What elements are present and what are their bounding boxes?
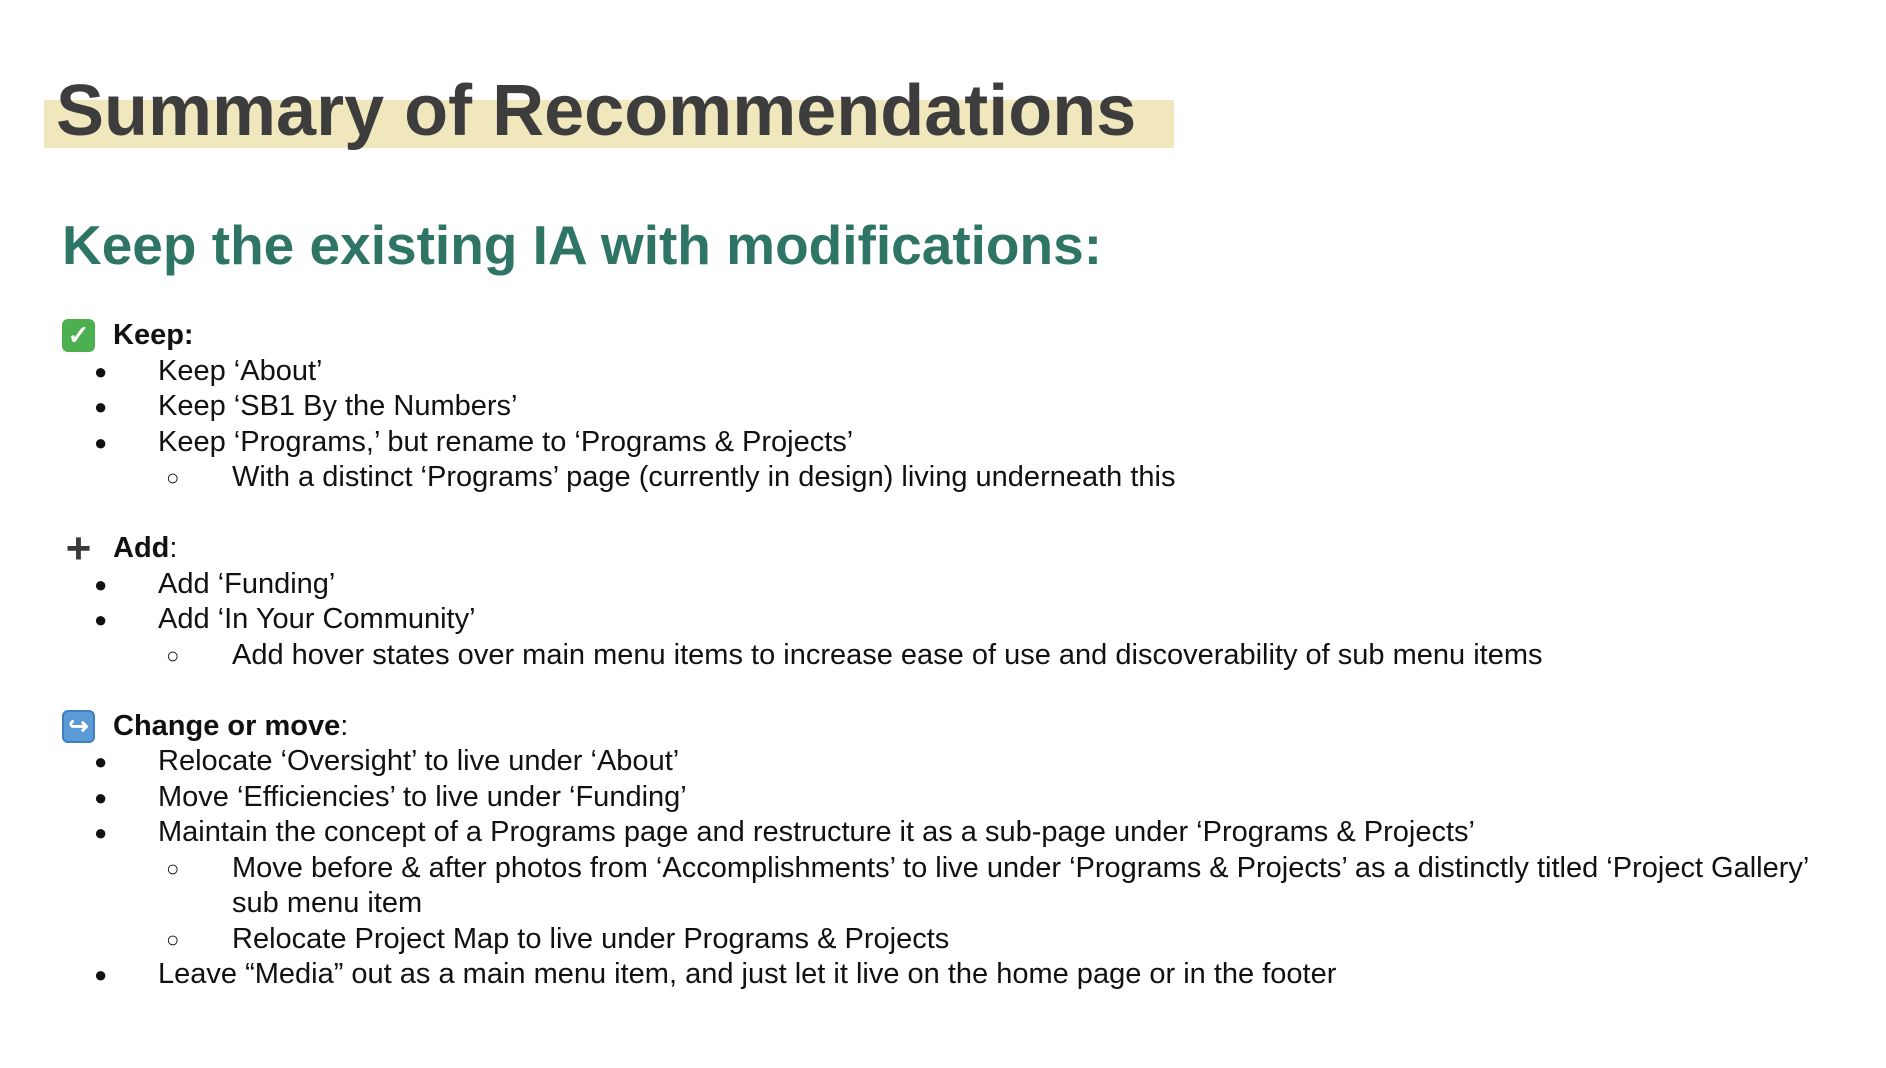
list-item-text: Add ‘In Your Community’ [158,603,476,635]
section-0 [62,318,1862,496]
bullet-icon: ● [94,607,108,632]
list-item-text: Add ‘Funding’ [158,567,336,600]
list-item [62,744,1862,780]
bullet-icon: ● [94,394,108,419]
section-label-colon: : [169,532,178,564]
list-item-text: Move ‘Efficiencies’ to live under ‘Funding’ [158,780,687,813]
page-subtitle: Keep the existing IA with modifications: [62,214,1103,276]
list-item [62,602,1862,673]
section-heading [62,318,1862,354]
list-item [62,815,1862,957]
list-item-text: Keep ‘Programs,’ but rename to ‘Programs & Projects’ [158,425,854,458]
hollow-bullet-icon: ○ [166,465,180,490]
section-2 [62,709,1862,993]
section-label: Change or move [113,709,341,742]
hollow-bullet-icon: ○ [166,855,180,881]
sub-list-item [62,922,1862,958]
bullet-icon: ● [94,571,108,597]
check-mark-icon: ✓ [62,319,95,352]
right-arrow-curving-icon: ↪ [62,710,95,743]
bullet-icon: ● [94,749,108,774]
plus-icon: + [65,524,92,574]
bullet-icon: ● [94,358,108,384]
list-item-text: Keep ‘SB1 By the Numbers’ [158,390,518,422]
sub-list-item [62,638,1862,674]
bullet-list [62,744,1862,993]
section-heading [62,524,1862,574]
bullet-icon: ● [94,429,108,455]
list-item [62,567,1862,603]
recommendation-sections [62,318,1862,1028]
bullet-list [62,354,1862,496]
hollow-bullet-icon: ○ [166,926,180,952]
bullet-icon: ● [94,820,108,845]
bullet-icon: ● [94,784,108,810]
sub-list-item [62,851,1822,922]
section-heading [62,709,1862,745]
sub-bullet-list [158,851,1862,958]
sub-list-item-text: Move before & after photos from ‘Accomplishments’ to live under ‘Programs & Projects’ as a distinctly titled ‘Project Gallery’ sub menu item [232,851,1809,919]
title-block [44,72,1136,150]
list-item [62,957,1862,993]
section-1 [62,524,1862,673]
hollow-bullet-icon: ○ [166,642,180,668]
sub-list-item-text: With a distinct ‘Programs’ page (currently in design) living underneath this [232,461,1176,493]
sub-bullet-list [158,460,1862,496]
section-label: Add [113,532,170,564]
page-title: Summary of Recommendations [56,71,1137,151]
list-item-text: Maintain the concept of a Programs page and restructure it as a sub-page under ‘Programs & Projects’ [158,816,1475,848]
sub-list-item-text: Relocate Project Map to live under Programs & Projects [232,922,950,955]
list-item-text: Leave “Media” out as a main menu item, and just let it live on the home page or in the footer [158,958,1337,990]
list-item-text: Keep ‘About’ [158,354,323,387]
sub-list-item [62,460,1862,496]
sub-list-item-text: Add hover states over main menu items to increase ease of use and discoverability of sub menu items [232,638,1543,671]
bullet-icon: ● [94,962,108,987]
list-item [62,354,1862,390]
section-label: Keep: [113,319,194,351]
bullet-list [62,567,1862,674]
list-item-text: Relocate ‘Oversight’ to live under ‘About’ [158,745,680,777]
section-label-colon: : [340,709,349,742]
sub-bullet-list [158,638,1862,674]
list-item [62,389,1862,425]
list-item [62,780,1862,816]
list-item [62,425,1862,496]
